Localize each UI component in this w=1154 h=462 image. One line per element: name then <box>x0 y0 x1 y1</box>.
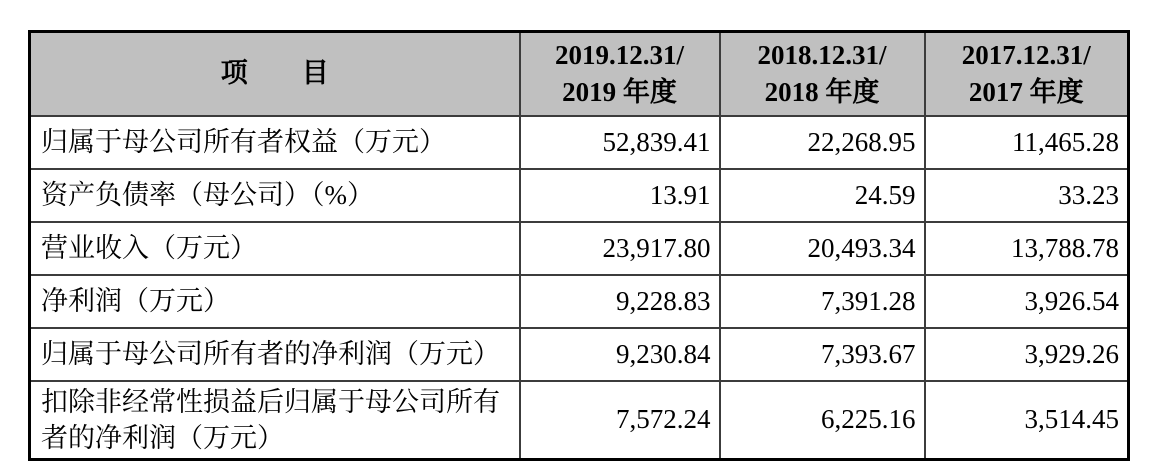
financial-summary-table <box>28 30 1130 461</box>
header-year-2017 <box>925 32 1129 116</box>
row-value-2017: 33.23 <box>925 169 1129 222</box>
row-value-2018: 20,493.34 <box>720 222 925 275</box>
header-year-2018-date: 2018.12.31/ <box>757 39 887 70</box>
row-label: 资产负债率（母公司）（%） <box>30 169 520 222</box>
row-value-2017: 11,465.28 <box>925 116 1129 169</box>
row-value-2017: 3,929.26 <box>925 328 1129 381</box>
header-year-2017-date: 2017.12.31/ <box>961 39 1091 70</box>
table-row <box>30 328 1129 381</box>
row-label: 扣除非经常性损益后归属于母公司所有者的净利润（万元） <box>30 381 520 460</box>
header-year-2018-period: 2018 年度 <box>764 76 880 107</box>
row-label: 净利润（万元） <box>30 275 520 328</box>
row-value-2017: 13,788.78 <box>925 222 1129 275</box>
table-body <box>30 116 1129 460</box>
row-value-2019: 52,839.41 <box>520 116 720 169</box>
row-value-2018: 24.59 <box>720 169 925 222</box>
header-year-2019 <box>520 32 720 116</box>
table-row <box>30 116 1129 169</box>
row-value-2018: 7,391.28 <box>720 275 925 328</box>
header-item-column <box>30 32 520 116</box>
row-value-2019: 7,572.24 <box>520 381 720 460</box>
header-item-label: 项 目 <box>220 58 329 89</box>
header-year-2018 <box>720 32 925 116</box>
row-label: 归属于母公司所有者的净利润（万元） <box>30 328 520 381</box>
header-year-2019-period: 2019 年度 <box>562 76 677 107</box>
header-year-2019-date: 2019.12.31/ <box>554 39 684 70</box>
table-row <box>30 222 1129 275</box>
table-row <box>30 381 1129 460</box>
row-value-2019: 9,228.83 <box>520 275 720 328</box>
row-label: 营业收入（万元） <box>30 222 520 275</box>
row-value-2019: 9,230.84 <box>520 328 720 381</box>
row-value-2017: 3,514.45 <box>925 381 1129 460</box>
header-row <box>30 32 1129 116</box>
row-value-2018: 6,225.16 <box>720 381 925 460</box>
row-value-2019: 13.91 <box>520 169 720 222</box>
table-row <box>30 275 1129 328</box>
row-value-2017: 3,926.54 <box>925 275 1129 328</box>
row-value-2018: 22,268.95 <box>720 116 925 169</box>
header-year-2017-period: 2017 年度 <box>968 76 1084 107</box>
row-value-2018: 7,393.67 <box>720 328 925 381</box>
table-row <box>30 169 1129 222</box>
row-value-2019: 23,917.80 <box>520 222 720 275</box>
table-header <box>30 32 1129 116</box>
row-label: 归属于母公司所有者权益（万元） <box>30 116 520 169</box>
